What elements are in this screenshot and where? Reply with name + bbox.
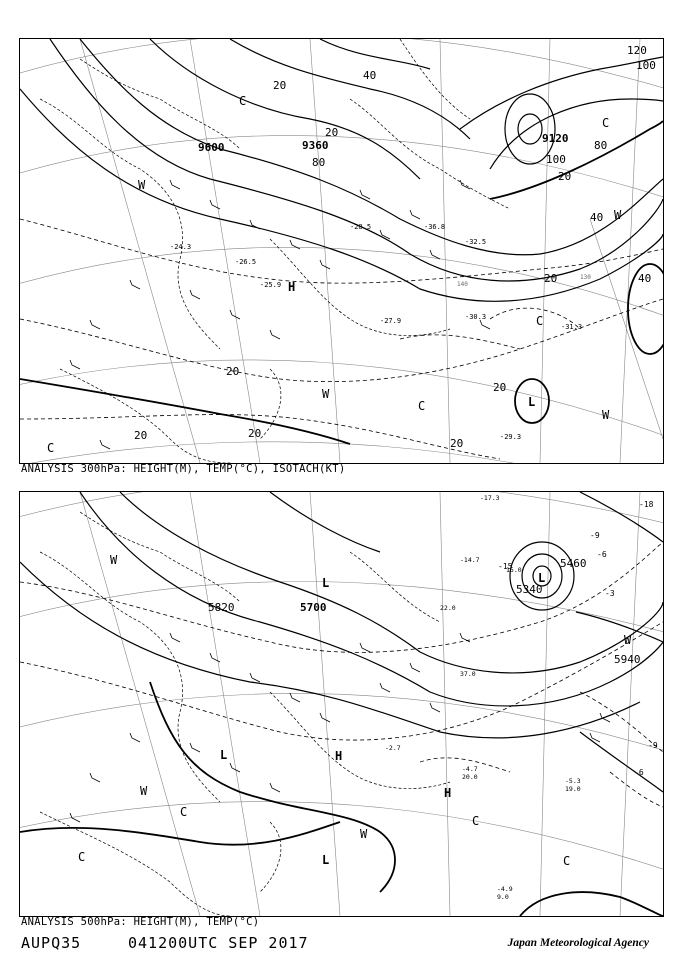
chart-500hpa <box>19 491 664 917</box>
temp-label: -6 <box>597 550 607 559</box>
height-label: 9360 <box>302 139 329 152</box>
temp-label: -2.7 <box>385 744 401 752</box>
isotach-label: 100 <box>636 59 656 72</box>
temp-label: -5.3 <box>565 777 581 785</box>
temp-label: -36.8 <box>424 223 446 231</box>
coastline <box>40 39 510 463</box>
low-pressure-center: L <box>322 853 330 867</box>
cold-center: C <box>78 850 86 864</box>
coastline <box>40 512 450 916</box>
temp-label: -3 <box>605 589 615 598</box>
warm-center: W <box>614 208 622 222</box>
chart-500hpa-caption: ANALYSIS 500hPa: HEIGHT(M), TEMP(°C) <box>21 916 260 928</box>
temp-label: -28.5 <box>350 223 372 231</box>
cold-center: C <box>472 814 480 828</box>
isotach-label: 20 <box>273 79 287 92</box>
warm-center: W <box>110 553 118 567</box>
isotherms <box>20 219 663 459</box>
analysis-datetime: 041200UTC SEP 2017 <box>128 934 309 952</box>
height-label: 5340 <box>516 583 543 596</box>
temp-label: -15 <box>498 562 513 571</box>
height-label: 9600 <box>198 141 225 154</box>
wind-barbs <box>70 180 490 449</box>
isotach-label: 20 <box>134 429 148 442</box>
cold-center: C <box>47 441 55 455</box>
chart-300hpa <box>19 38 664 464</box>
isotach-label: 20 <box>226 365 240 378</box>
isotach-label: 40 <box>638 272 652 285</box>
graticule <box>20 39 663 463</box>
temp-label: -24.3 <box>170 243 192 251</box>
isotach-label: 40 <box>363 69 377 82</box>
height-label: 5820 <box>208 601 235 614</box>
warm-center: W <box>138 178 146 192</box>
low-pressure-center: L <box>220 748 228 762</box>
warm-center: W <box>140 784 148 798</box>
isotach-label: 20 <box>450 437 464 450</box>
temp-label: -14.7 <box>460 556 480 564</box>
station-value: 22.0 <box>440 604 456 612</box>
low-pressure-center: L <box>538 571 546 585</box>
warm-center: W <box>624 633 632 647</box>
isotach-label: 120 <box>627 44 647 57</box>
height-contours <box>20 492 663 792</box>
grid-tick-label: 130 <box>580 274 591 281</box>
high-pressure-center: H <box>444 786 452 800</box>
low-pressure-center: L <box>528 395 536 409</box>
isotach-label: 80 <box>312 156 326 169</box>
warm-center: W <box>322 387 330 401</box>
station-value: 19.0 <box>565 785 581 793</box>
cold-center: C <box>563 854 571 868</box>
isotach-label: 20 <box>325 126 339 139</box>
cold-center: C <box>536 314 544 328</box>
warm-center: W <box>360 827 368 841</box>
temp-label: -31.3 <box>561 323 583 331</box>
isotach-label: 20 <box>558 170 572 183</box>
isotach-label: 20 <box>544 272 558 285</box>
height-label: 9120 <box>542 132 569 145</box>
isotach-label: 20 <box>248 427 262 440</box>
wind-barbs <box>70 633 610 822</box>
isotherms <box>20 542 663 807</box>
cold-center: C <box>239 94 247 108</box>
temp-label: -27.9 <box>380 317 402 325</box>
low-pressure-center: L <box>322 576 330 590</box>
thick-contours <box>20 682 663 916</box>
isotach-label: 40 <box>590 211 604 224</box>
high-pressure-center: H <box>335 749 343 763</box>
chart-300hpa-caption: ANALYSIS 300hPa: HEIGHT(M), TEMP(°C), ISOTACH(KT) <box>21 463 346 475</box>
temp-label: -29.3 <box>500 433 522 441</box>
grid-tick-label: 140 <box>457 281 468 288</box>
station-value: 9.0 <box>497 893 509 901</box>
cold-center: C <box>602 116 610 130</box>
temp-label: -9 <box>590 531 600 540</box>
height-label: 5460 <box>560 557 587 570</box>
temp-label: -4.7 <box>462 765 478 773</box>
temp-label: -6 <box>634 768 644 777</box>
cold-center: C <box>180 805 188 819</box>
temp-label: -30.3 <box>465 313 487 321</box>
temp-label: -26.5 <box>235 258 257 266</box>
temp-label: -4.9 <box>497 885 513 893</box>
station-value: 15.0 <box>506 566 522 574</box>
temp-label: -18 <box>639 500 654 509</box>
temp-label: -25.9 <box>260 281 282 289</box>
temp-label: -9 <box>648 741 658 750</box>
station-value: 37.0 <box>460 670 476 678</box>
high-pressure-center: H <box>288 280 296 294</box>
warm-center: W <box>602 408 610 422</box>
height-label: 5940 <box>614 653 641 666</box>
temp-label: -32.5 <box>465 238 487 246</box>
temp-label: -17.3 <box>480 494 500 502</box>
isotach-label: 100 <box>546 153 566 166</box>
bulletin-code: AUPQ35 <box>21 934 82 952</box>
station-value: 20.0 <box>462 773 478 781</box>
cold-center: C <box>418 399 426 413</box>
chart-500hpa-map <box>20 492 663 916</box>
isotach-label: 20 <box>493 381 507 394</box>
agency-credit: Japan Meteorological Agency <box>507 937 649 949</box>
height-label: 5700 <box>300 601 327 614</box>
chart-300hpa-map <box>20 39 663 463</box>
isotach-label: 80 <box>594 139 608 152</box>
